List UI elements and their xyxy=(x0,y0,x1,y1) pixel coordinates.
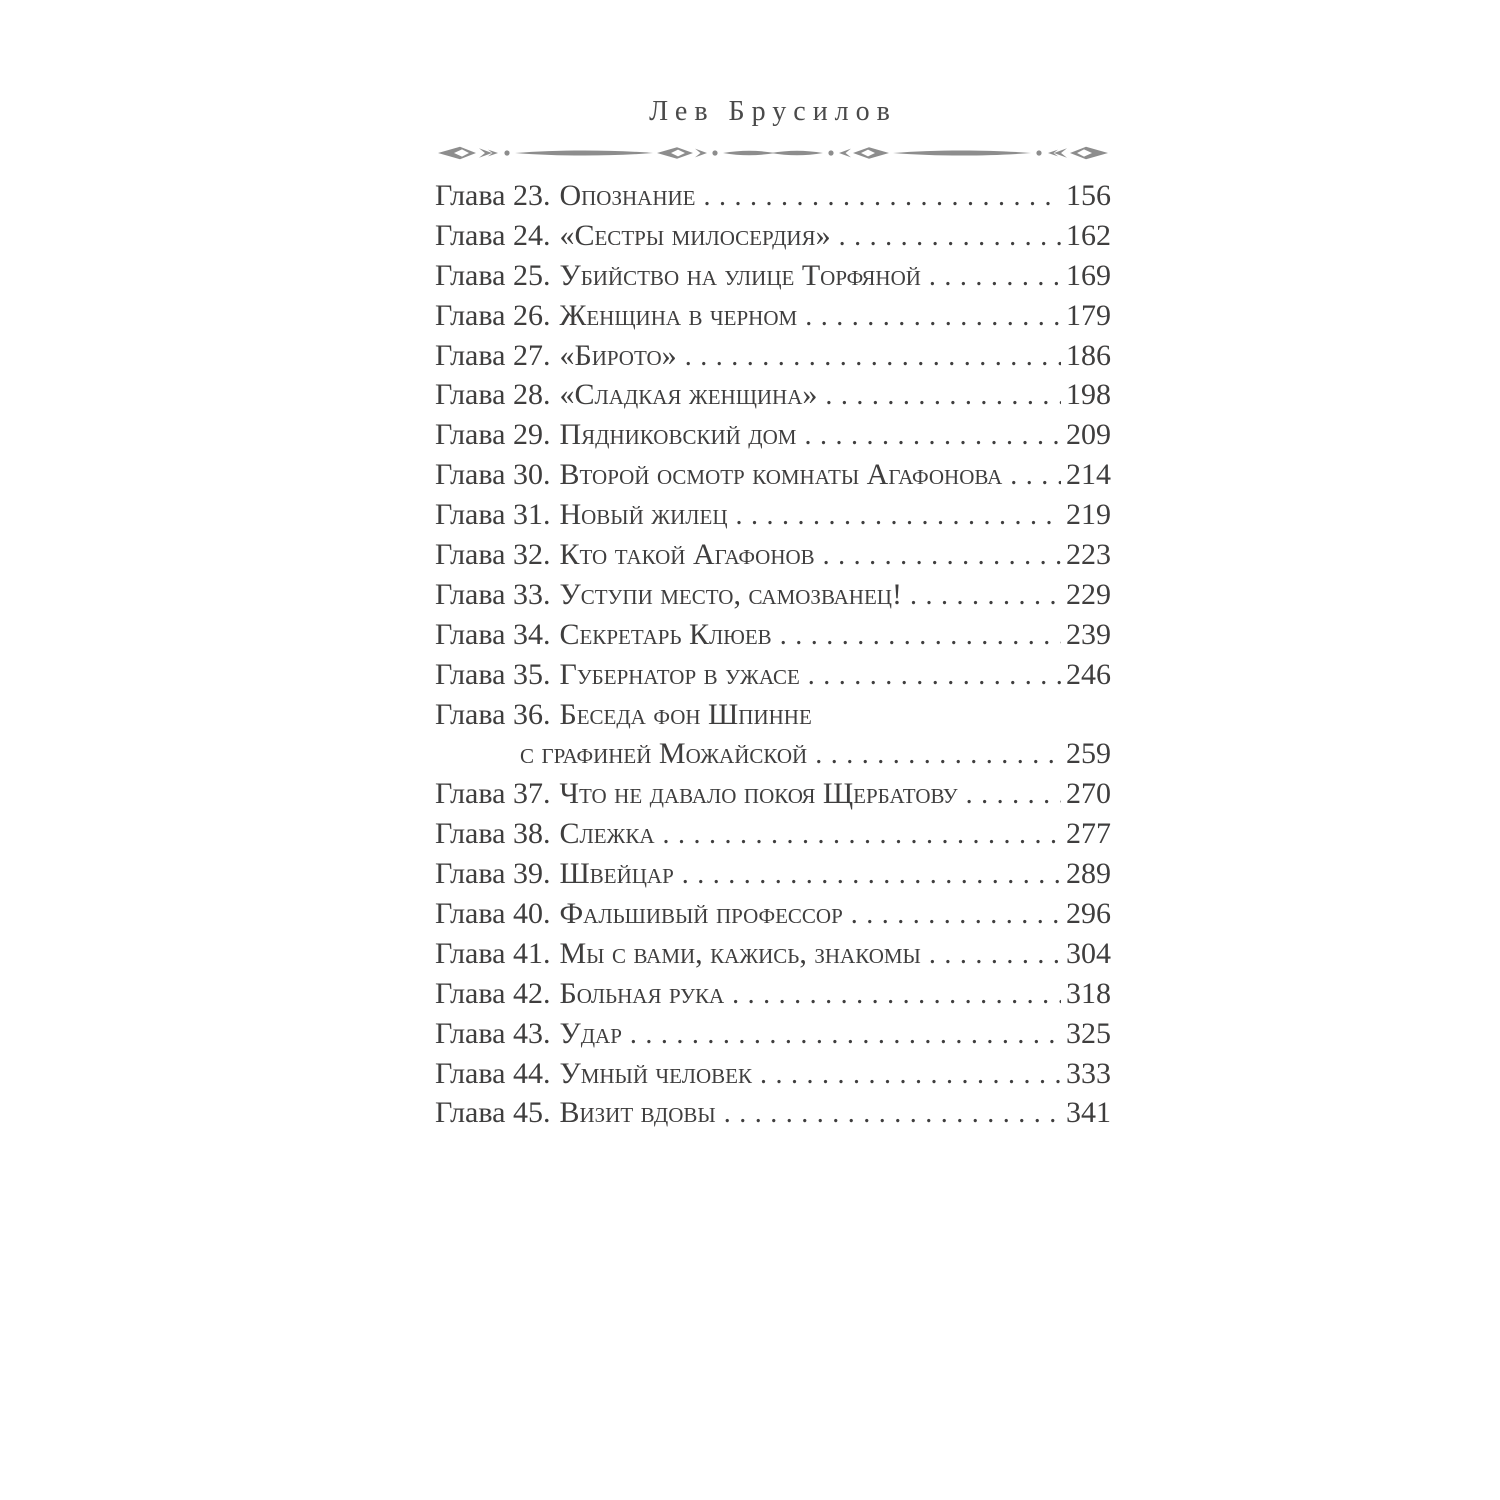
page-number: 198 xyxy=(1066,378,1111,412)
chapter-title: Женщина в черном xyxy=(559,298,798,332)
dot-leader xyxy=(839,219,1061,253)
page-number: 156 xyxy=(1066,179,1111,212)
dot-leader xyxy=(805,299,1061,333)
toc-entry xyxy=(435,418,1111,458)
toc-entry xyxy=(435,977,1111,1017)
toc-entry xyxy=(435,618,1111,658)
toc-entry xyxy=(435,1057,1111,1097)
toc-entry xyxy=(435,857,1111,897)
chapter-label: Глава 39. xyxy=(435,857,551,891)
page-number: 325 xyxy=(1066,1016,1111,1050)
toc-entry xyxy=(435,538,1111,578)
chapter-title: Второй осмотр комнаты Агафонова xyxy=(559,458,1003,492)
toc-entry xyxy=(435,658,1111,698)
page-number: 259 xyxy=(1066,737,1111,771)
chapter-title: Уступи место, самозванец! xyxy=(559,577,902,611)
chapter-label: Глава 31. xyxy=(435,498,551,532)
toc-entry xyxy=(435,378,1111,418)
chapter-label: Глава 36. xyxy=(435,697,551,731)
toc-entry xyxy=(435,737,1111,777)
chapter-label: Глава 43. xyxy=(435,1016,551,1050)
page-number: 214 xyxy=(1066,458,1111,492)
page-number: 179 xyxy=(1066,298,1111,332)
toc-entry xyxy=(435,897,1111,937)
chapter-title: Что не давало покоя Щербатову xyxy=(559,777,958,811)
toc-entry xyxy=(435,937,1111,977)
toc-entry xyxy=(435,219,1111,259)
page-number: 186 xyxy=(1066,338,1111,372)
chapter-label: Глава 33. xyxy=(435,577,551,611)
page-number: 333 xyxy=(1066,1056,1111,1090)
toc-entry xyxy=(435,817,1111,857)
chapter-title: Удар xyxy=(559,1016,622,1050)
chapter-title: Визит вдовы xyxy=(559,1096,716,1130)
page-number: 296 xyxy=(1066,897,1111,931)
page-number: 223 xyxy=(1066,538,1111,572)
chapter-title: Больная рука xyxy=(559,976,725,1010)
toc-list xyxy=(435,179,1111,1136)
page-number: 289 xyxy=(1066,857,1111,891)
dot-leader xyxy=(966,777,1061,811)
chapter-title: «Сестры милосердия» xyxy=(559,218,831,252)
chapter-label: Глава 25. xyxy=(435,258,551,292)
chapter-label: Глава 42. xyxy=(435,976,551,1010)
dot-leader xyxy=(685,339,1061,373)
book-page xyxy=(435,94,1111,1136)
page-number: 239 xyxy=(1066,617,1111,651)
dot-leader xyxy=(760,1057,1061,1091)
chapter-label: Глава 26. xyxy=(435,298,551,332)
page-number: 219 xyxy=(1066,498,1111,532)
chapter-title: Губернатор в ужасе xyxy=(559,657,800,691)
toc-entry xyxy=(435,1096,1111,1136)
dot-leader xyxy=(929,937,1061,971)
chapter-label: Глава 35. xyxy=(435,657,551,691)
dot-leader xyxy=(663,817,1061,851)
chapter-label: Глава 32. xyxy=(435,538,551,572)
chapter-title: Секретарь Клюев xyxy=(559,617,772,651)
chapter-label: Глава 23. xyxy=(435,179,551,212)
chapter-label: Глава 40. xyxy=(435,897,551,931)
chapter-label: Глава 38. xyxy=(435,817,551,851)
toc-entry xyxy=(435,1017,1111,1057)
chapter-label: Глава 27. xyxy=(435,338,551,372)
page-number: 162 xyxy=(1066,218,1111,252)
toc-entry xyxy=(435,339,1111,379)
page-number: 246 xyxy=(1066,657,1111,691)
chapter-title: Новый жилец xyxy=(559,498,728,532)
chapter-title: Опознание xyxy=(559,179,696,212)
dot-leader xyxy=(732,977,1061,1011)
chapter-title: Убийство на улице Торфяной xyxy=(559,258,921,292)
dot-leader xyxy=(823,538,1061,572)
dot-leader xyxy=(929,259,1061,293)
chapter-label: Глава 24. xyxy=(435,218,551,252)
chapter-label: Глава 45. xyxy=(435,1096,551,1130)
author-header: Лев Брусилов xyxy=(649,96,897,127)
chapter-title: Швейцар xyxy=(559,857,674,891)
chapter-label: Глава 29. xyxy=(435,418,551,452)
toc-entry xyxy=(435,458,1111,498)
toc-entry xyxy=(435,777,1111,817)
chapter-title: с графиней Можайской xyxy=(520,737,808,771)
chapter-title: Беседа фон Шпинне xyxy=(559,697,812,731)
page-number: 229 xyxy=(1066,577,1111,611)
ornament-divider-graphic xyxy=(435,142,1111,164)
dot-leader xyxy=(851,897,1061,931)
page-number: 318 xyxy=(1066,976,1111,1010)
chapter-title: Умный человек xyxy=(559,1056,752,1090)
dot-leader xyxy=(808,658,1061,692)
toc-entry xyxy=(435,578,1111,618)
chapter-title: Слежка xyxy=(559,817,655,851)
dot-leader xyxy=(724,1096,1061,1130)
dot-leader xyxy=(815,737,1061,771)
toc-entry xyxy=(435,698,1111,738)
chapter-label: Глава 30. xyxy=(435,458,551,492)
chapter-label: Глава 37. xyxy=(435,777,551,811)
chapter-label: Глава 44. xyxy=(435,1056,551,1090)
ornament-divider xyxy=(435,142,1111,164)
page-number: 277 xyxy=(1066,817,1111,851)
chapter-title: «Сладкая женщина» xyxy=(559,378,818,412)
chapter-label: Глава 41. xyxy=(435,936,551,970)
toc-entry xyxy=(435,299,1111,339)
chapter-title: Кто такой Агафонов xyxy=(559,538,815,572)
chapter-title: «Бирото» xyxy=(559,338,677,372)
chapter-label: Глава 28. xyxy=(435,378,551,412)
dot-leader xyxy=(1010,458,1061,492)
dot-leader xyxy=(630,1017,1061,1051)
page-number: 304 xyxy=(1066,936,1111,970)
chapter-title: Фальшивый профессор xyxy=(559,897,843,931)
dot-leader xyxy=(703,179,1061,213)
chapter-label: Глава 34. xyxy=(435,617,551,651)
page-number: 169 xyxy=(1066,258,1111,292)
chapter-title: Мы с вами, кажись, знакомы xyxy=(559,936,921,970)
toc-entry xyxy=(435,179,1111,219)
page-number: 341 xyxy=(1066,1096,1111,1130)
toc-entry xyxy=(435,259,1111,299)
chapter-title: Пядниковский дом xyxy=(559,418,797,452)
page-number: 270 xyxy=(1066,777,1111,811)
toc-entry xyxy=(435,498,1111,538)
dot-leader xyxy=(682,857,1061,891)
dot-leader xyxy=(825,378,1061,412)
dot-leader xyxy=(804,418,1061,452)
page-number: 209 xyxy=(1066,418,1111,452)
dot-leader xyxy=(910,578,1061,612)
dot-leader xyxy=(736,498,1061,532)
dot-leader xyxy=(780,618,1061,652)
